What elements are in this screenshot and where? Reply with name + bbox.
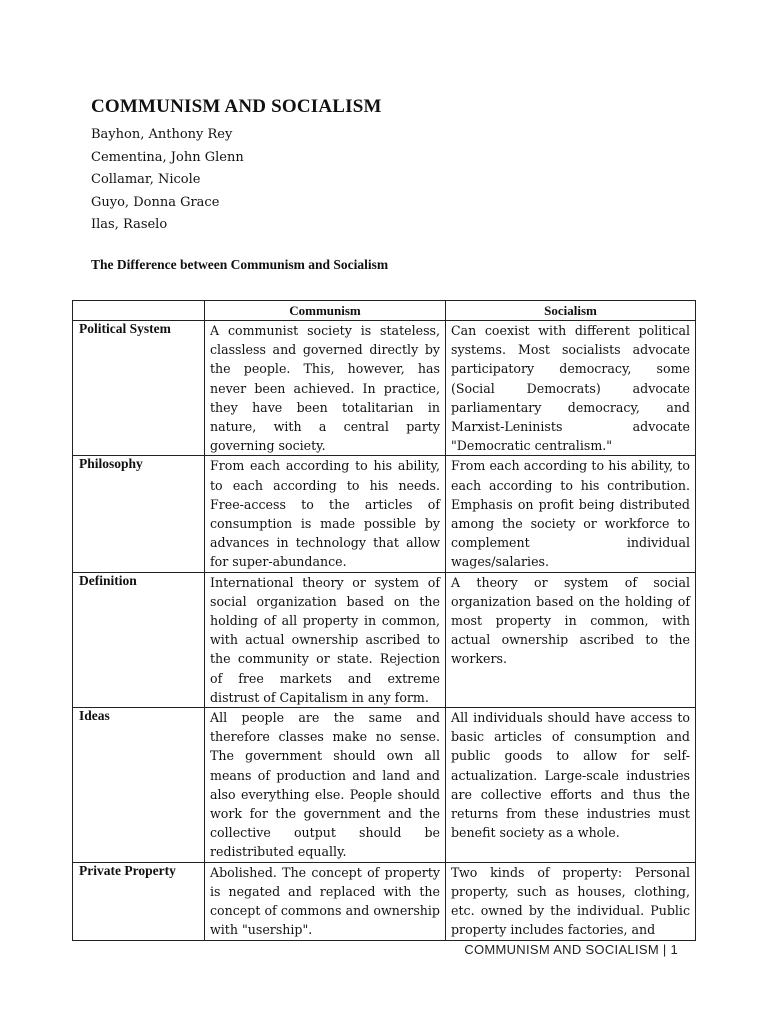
socialism-cell: Can coexist with different political systems. Most socialists advocate participatory democracy, some (Social Democrats) advocate parliamentary democracy, and Marxist-Leninists advocate "Democratic centralism."	[446, 321, 696, 456]
author-name: Ilas, Raselo	[91, 217, 168, 232]
row-label: Definition	[73, 572, 205, 707]
author-name: Collamar, Nicole	[91, 172, 201, 187]
table-row	[73, 456, 696, 572]
table-header-row	[73, 301, 696, 321]
row-label: Ideas	[73, 708, 205, 863]
author-name: Bayhon, Anthony Rey	[91, 127, 233, 142]
socialism-cell: Two kinds of property: Personal property, such as houses, clothing, etc. owned by the individual. Public property includes factories, and	[446, 862, 696, 940]
socialism-cell: All individuals should have access to basic articles of consumption and public goods to allow for self-actualization. Large-scale industries are collective efforts and thus the returns from these industries must benefit society as a whole.	[446, 708, 696, 863]
header-communism: Communism	[205, 301, 446, 321]
table-row	[73, 708, 696, 863]
table-row	[73, 321, 696, 456]
document-title: COMMUNISM AND SOCIALISM	[91, 96, 382, 117]
comparison-table	[72, 300, 696, 941]
author-list	[91, 124, 244, 237]
row-label: Political System	[73, 321, 205, 456]
communism-cell: A communist society is stateless, classless and governed directly by the people. This, however, has never been achieved. In practice, they have been totalitarian in nature, with a central party governing society.	[205, 321, 446, 456]
page-footer: COMMUNISM AND SOCIALISM | 1	[464, 942, 678, 957]
author-name: Guyo, Donna Grace	[91, 194, 220, 210]
socialism-cell: A theory or system of social organization based on the holding of most property in common, with actual ownership ascribed to the workers.	[446, 572, 696, 707]
table-row	[73, 862, 696, 940]
communism-cell: From each according to his ability, to each according to his needs. Free-access to the articles of consumption is made possible by advances in technology that allow for super-abundance.	[205, 456, 446, 572]
header-empty-cell	[73, 301, 205, 321]
socialism-cell: From each according to his ability, to each according to his contribution. Emphasis on profit being distributed among the society or workforce to complement individual wages/salaries.	[446, 456, 696, 572]
author-name: Cementina, John Glenn	[91, 149, 244, 165]
communism-cell: Abolished. The concept of property is negated and replaced with the concept of commons and ownership with "usership".	[205, 862, 446, 940]
communism-cell: All people are the same and therefore classes make no sense. The government should own all means of production and land and also everything else. People should work for the government and the collective output should be redistributed equally.	[205, 708, 446, 863]
row-label: Philosophy	[73, 456, 205, 572]
section-heading: The Difference between Communism and Socialism	[91, 257, 389, 272]
communism-cell: International theory or system of social organization based on the holding of all property in common, with actual ownership ascribed to the community or state. Rejection of free markets and extreme distrust of Capitalism in any form.	[205, 572, 446, 707]
row-label: Private Property	[73, 862, 205, 940]
header-socialism: Socialism	[446, 301, 696, 321]
table-row	[73, 572, 696, 707]
